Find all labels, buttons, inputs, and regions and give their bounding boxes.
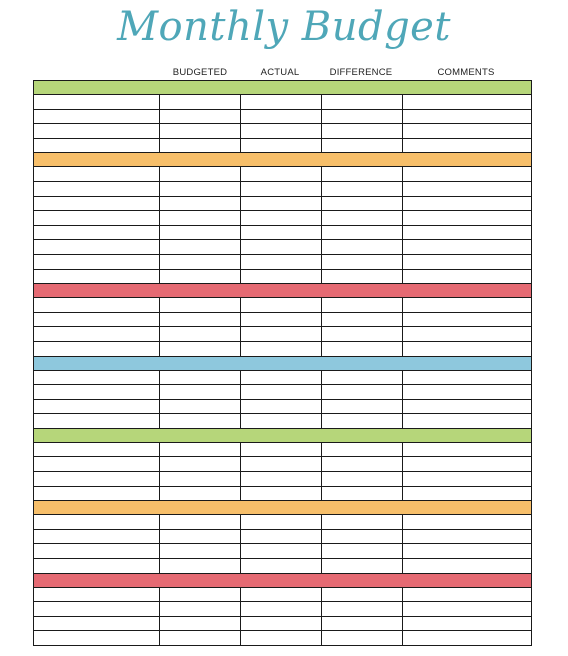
actual-cell[interactable] <box>241 457 322 471</box>
difference-cell[interactable] <box>322 414 403 428</box>
item-cell[interactable] <box>34 631 160 645</box>
comments-cell[interactable] <box>403 270 531 284</box>
table-row <box>33 486 532 501</box>
budgeted-cell[interactable] <box>160 139 241 153</box>
difference-cell[interactable] <box>322 226 403 240</box>
item-cell[interactable] <box>34 226 160 240</box>
table-row <box>33 587 532 602</box>
difference-cell[interactable] <box>322 559 403 573</box>
actual-cell[interactable] <box>241 110 322 124</box>
category-band <box>33 356 532 370</box>
actual-cell[interactable] <box>241 197 322 211</box>
actual-cell[interactable] <box>241 588 322 602</box>
item-cell[interactable] <box>34 124 160 138</box>
comments-cell[interactable] <box>403 240 531 254</box>
comments-cell[interactable] <box>403 371 531 385</box>
comments-cell[interactable] <box>403 530 531 544</box>
table-row <box>33 297 532 312</box>
category-band <box>33 152 532 166</box>
comments-cell[interactable] <box>403 298 531 312</box>
table-row <box>33 269 532 284</box>
comments-cell[interactable] <box>403 559 531 573</box>
item-cell[interactable] <box>34 443 160 457</box>
comments-cell[interactable] <box>403 313 531 327</box>
difference-cell[interactable] <box>322 342 403 356</box>
table-row <box>33 166 532 181</box>
budgeted-cell[interactable] <box>160 385 241 399</box>
comments-cell[interactable] <box>403 544 531 558</box>
comments-cell[interactable] <box>403 588 531 602</box>
budgeted-cell[interactable] <box>160 443 241 457</box>
budgeted-cell[interactable] <box>160 182 241 196</box>
budgeted-cell[interactable] <box>160 457 241 471</box>
difference-cell[interactable] <box>322 530 403 544</box>
actual-cell[interactable] <box>241 167 322 181</box>
comments-cell[interactable] <box>403 457 531 471</box>
budgeted-cell[interactable] <box>160 327 241 341</box>
budgeted-cell[interactable] <box>160 95 241 109</box>
item-cell[interactable] <box>34 182 160 196</box>
item-cell[interactable] <box>34 95 160 109</box>
actual-cell[interactable] <box>241 400 322 414</box>
actual-cell[interactable] <box>241 472 322 486</box>
comments-cell[interactable] <box>403 182 531 196</box>
comments-cell[interactable] <box>403 255 531 269</box>
category-band <box>33 573 532 587</box>
difference-cell[interactable] <box>322 602 403 616</box>
item-cell[interactable] <box>34 385 160 399</box>
comments-cell[interactable] <box>403 414 531 428</box>
actual-cell[interactable] <box>241 530 322 544</box>
difference-cell[interactable] <box>322 313 403 327</box>
item-cell[interactable] <box>34 313 160 327</box>
budgeted-cell[interactable] <box>160 487 241 501</box>
difference-cell[interactable] <box>322 588 403 602</box>
comments-cell[interactable] <box>403 342 531 356</box>
item-cell[interactable] <box>34 400 160 414</box>
difference-cell[interactable] <box>322 443 403 457</box>
table-row <box>33 399 532 414</box>
comments-cell[interactable] <box>403 443 531 457</box>
budgeted-cell[interactable] <box>160 371 241 385</box>
actual-cell[interactable] <box>241 211 322 225</box>
actual-cell[interactable] <box>241 139 322 153</box>
item-cell[interactable] <box>34 588 160 602</box>
item-cell[interactable] <box>34 211 160 225</box>
comments-cell[interactable] <box>403 631 531 645</box>
item-cell[interactable] <box>34 255 160 269</box>
table-row <box>33 94 532 109</box>
table-row <box>33 529 532 544</box>
table-row <box>33 616 532 631</box>
item-cell[interactable] <box>34 298 160 312</box>
difference-cell[interactable] <box>322 270 403 284</box>
table-row <box>33 225 532 240</box>
actual-cell[interactable] <box>241 226 322 240</box>
item-cell[interactable] <box>34 327 160 341</box>
table-row <box>33 558 532 573</box>
item-cell[interactable] <box>34 530 160 544</box>
difference-cell[interactable] <box>322 327 403 341</box>
item-cell[interactable] <box>34 414 160 428</box>
actual-cell[interactable] <box>241 240 322 254</box>
item-cell[interactable] <box>34 270 160 284</box>
difference-cell[interactable] <box>322 124 403 138</box>
budgeted-cell[interactable] <box>160 110 241 124</box>
actual-cell[interactable] <box>241 182 322 196</box>
actual-cell[interactable] <box>241 559 322 573</box>
category-band <box>33 428 532 442</box>
difference-cell[interactable] <box>322 385 403 399</box>
difference-cell[interactable] <box>322 139 403 153</box>
header-comments: COMMENTS <box>437 67 495 78</box>
table-row <box>33 384 532 399</box>
comments-cell[interactable] <box>403 472 531 486</box>
table-row <box>33 630 532 645</box>
actual-cell[interactable] <box>241 95 322 109</box>
item-cell[interactable] <box>34 197 160 211</box>
actual-cell[interactable] <box>241 544 322 558</box>
comments-cell[interactable] <box>403 110 531 124</box>
comments-cell[interactable] <box>403 602 531 616</box>
page-title: Monthly Budget <box>117 4 451 50</box>
table-row <box>33 239 532 254</box>
comments-cell[interactable] <box>403 385 531 399</box>
budgeted-cell[interactable] <box>160 631 241 645</box>
actual-cell[interactable] <box>241 487 322 501</box>
budgeted-cell[interactable] <box>160 211 241 225</box>
actual-cell[interactable] <box>241 270 322 284</box>
budgeted-cell[interactable] <box>160 226 241 240</box>
table-row <box>33 341 532 356</box>
comments-cell[interactable] <box>403 226 531 240</box>
header-actual: ACTUAL <box>260 67 300 78</box>
table-row <box>33 543 532 558</box>
actual-cell[interactable] <box>241 385 322 399</box>
comments-cell[interactable] <box>403 167 531 181</box>
actual-cell[interactable] <box>241 255 322 269</box>
item-cell[interactable] <box>34 487 160 501</box>
item-cell[interactable] <box>34 371 160 385</box>
budgeted-cell[interactable] <box>160 414 241 428</box>
budgeted-cell[interactable] <box>160 559 241 573</box>
table-row <box>33 138 532 153</box>
table-row <box>33 456 532 471</box>
comments-cell[interactable] <box>403 197 531 211</box>
budgeted-cell[interactable] <box>160 240 241 254</box>
difference-cell[interactable] <box>322 298 403 312</box>
item-cell[interactable] <box>34 602 160 616</box>
difference-cell[interactable] <box>322 371 403 385</box>
table-row <box>33 181 532 196</box>
difference-cell[interactable] <box>322 472 403 486</box>
actual-cell[interactable] <box>241 515 322 529</box>
difference-cell[interactable] <box>322 182 403 196</box>
item-cell[interactable] <box>34 544 160 558</box>
difference-cell[interactable] <box>322 544 403 558</box>
actual-cell[interactable] <box>241 414 322 428</box>
item-cell[interactable] <box>34 457 160 471</box>
difference-cell[interactable] <box>322 617 403 631</box>
comments-cell[interactable] <box>403 139 531 153</box>
table-row <box>33 123 532 138</box>
budgeted-cell[interactable] <box>160 313 241 327</box>
budgeted-cell[interactable] <box>160 342 241 356</box>
difference-cell[interactable] <box>322 167 403 181</box>
actual-cell[interactable] <box>241 313 322 327</box>
budgeted-cell[interactable] <box>160 124 241 138</box>
actual-cell[interactable] <box>241 124 322 138</box>
difference-cell[interactable] <box>322 110 403 124</box>
item-cell[interactable] <box>34 617 160 631</box>
difference-cell[interactable] <box>322 255 403 269</box>
comments-cell[interactable] <box>403 400 531 414</box>
table-row <box>33 514 532 529</box>
item-cell[interactable] <box>34 167 160 181</box>
budgeted-cell[interactable] <box>160 530 241 544</box>
budgeted-cell[interactable] <box>160 400 241 414</box>
category-band <box>33 500 532 514</box>
table-row <box>33 601 532 616</box>
item-cell[interactable] <box>34 472 160 486</box>
table-row <box>33 326 532 341</box>
budgeted-cell[interactable] <box>160 472 241 486</box>
budgeted-cell[interactable] <box>160 602 241 616</box>
actual-cell[interactable] <box>241 342 322 356</box>
budgeted-cell[interactable] <box>160 255 241 269</box>
budgeted-cell[interactable] <box>160 270 241 284</box>
header-budgeted: BUDGETED <box>172 67 228 78</box>
comments-cell[interactable] <box>403 95 531 109</box>
comments-cell[interactable] <box>403 515 531 529</box>
item-cell[interactable] <box>34 342 160 356</box>
actual-cell[interactable] <box>241 298 322 312</box>
comments-cell[interactable] <box>403 487 531 501</box>
item-cell[interactable] <box>34 515 160 529</box>
category-band <box>33 80 532 94</box>
actual-cell[interactable] <box>241 631 322 645</box>
comments-cell[interactable] <box>403 327 531 341</box>
table-row <box>33 210 532 225</box>
budgeted-cell[interactable] <box>160 298 241 312</box>
item-cell[interactable] <box>34 139 160 153</box>
table-row <box>33 442 532 457</box>
column-headers <box>0 67 568 79</box>
item-cell[interactable] <box>34 559 160 573</box>
difference-cell[interactable] <box>322 487 403 501</box>
table-row <box>33 109 532 124</box>
item-cell[interactable] <box>34 110 160 124</box>
budgeted-cell[interactable] <box>160 167 241 181</box>
budgeted-cell[interactable] <box>160 544 241 558</box>
difference-cell[interactable] <box>322 631 403 645</box>
difference-cell[interactable] <box>322 457 403 471</box>
difference-cell[interactable] <box>322 211 403 225</box>
budgeted-cell[interactable] <box>160 617 241 631</box>
actual-cell[interactable] <box>241 443 322 457</box>
actual-cell[interactable] <box>241 371 322 385</box>
comments-cell[interactable] <box>403 124 531 138</box>
table-row <box>33 413 532 428</box>
table-row <box>33 370 532 385</box>
difference-cell[interactable] <box>322 400 403 414</box>
difference-cell[interactable] <box>322 515 403 529</box>
category-band <box>33 283 532 297</box>
budget-table <box>33 80 532 646</box>
difference-cell[interactable] <box>322 197 403 211</box>
table-row <box>33 471 532 486</box>
table-row <box>33 196 532 211</box>
actual-cell[interactable] <box>241 602 322 616</box>
difference-cell[interactable] <box>322 240 403 254</box>
budgeted-cell[interactable] <box>160 588 241 602</box>
header-difference: DIFFERENCE <box>329 67 393 78</box>
comments-cell[interactable] <box>403 211 531 225</box>
comments-cell[interactable] <box>403 617 531 631</box>
table-row <box>33 254 532 269</box>
budgeted-cell[interactable] <box>160 197 241 211</box>
budgeted-cell[interactable] <box>160 515 241 529</box>
difference-cell[interactable] <box>322 95 403 109</box>
table-row <box>33 312 532 327</box>
actual-cell[interactable] <box>241 617 322 631</box>
item-cell[interactable] <box>34 240 160 254</box>
actual-cell[interactable] <box>241 327 322 341</box>
table-bottom-border <box>33 645 532 646</box>
